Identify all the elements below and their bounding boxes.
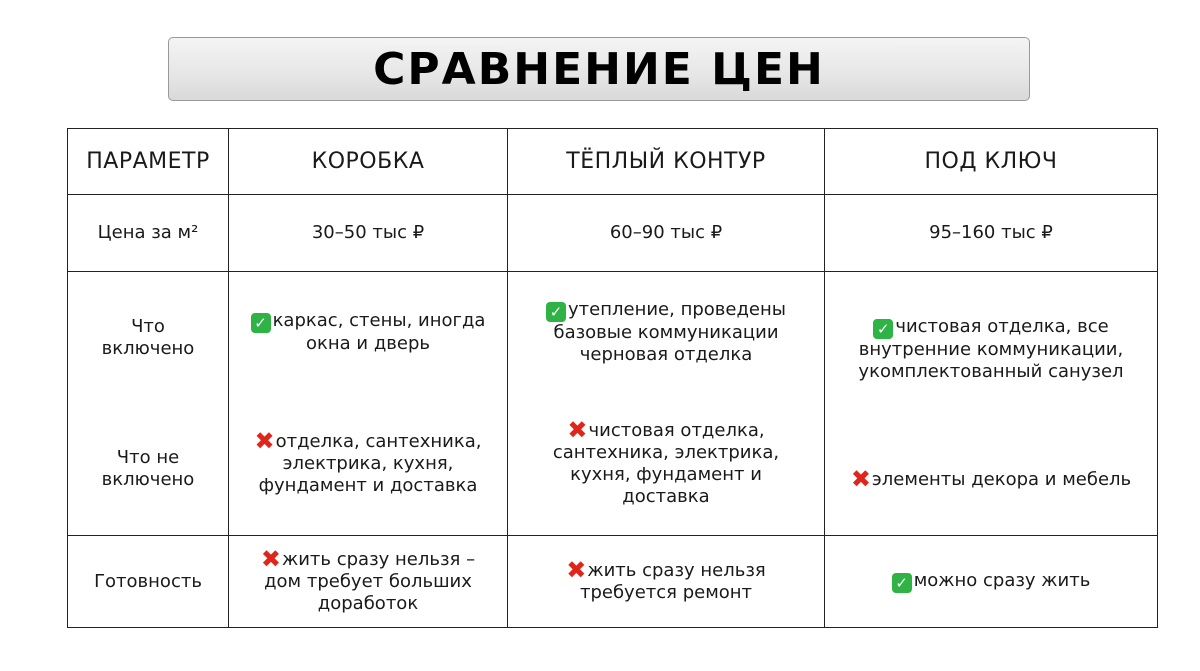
cross-mark-icon: ✖ [254, 426, 275, 455]
readiness-turnkey: ✓ можно сразу жить [825, 536, 1158, 628]
excluded-warm-contour: ✖чистовая отделка, сантехника, электрика, кухня, фундамент и доставка [552, 415, 780, 507]
included-excluded-row [68, 272, 1158, 536]
title-banner [168, 37, 1030, 101]
readiness-box: ✖жить сразу нельзя – дом требует больших доработок [229, 536, 508, 628]
included-turnkey: ✓ чистовая отделка, все внутренние коммуникации, укомплектованный санузел [858, 315, 1124, 382]
header-row [68, 129, 1158, 195]
row-labels-included-excluded [68, 272, 229, 536]
check-mark-icon: ✓ [251, 313, 271, 333]
excluded-turnkey: ✖элементы декора и мебель [850, 465, 1132, 494]
excluded-box: ✖отделка, сантехника, электрика, кухня, фундамент и доставка [254, 426, 482, 496]
box-included-excluded [229, 272, 508, 536]
row-label-price: Цена за м² [68, 195, 229, 272]
header-warm-contour: ТЁПЛЫЙ КОНТУР [508, 129, 825, 195]
turnkey-included-excluded [825, 272, 1158, 536]
included-warm-contour: ✓ утепление, проведены базовые коммуникации черновая отделка [508, 299, 824, 366]
cross-mark-icon: ✖ [566, 555, 587, 584]
header-box: КОРОБКА [229, 129, 508, 195]
readiness-warm-contour: ✖жить сразу нельзя требуется ремонт [508, 536, 825, 628]
row-label-readiness: Готовность [68, 536, 229, 628]
cross-mark-icon: ✖ [850, 465, 871, 494]
price-warm-contour: 60–90 тыс ₽ [508, 195, 825, 272]
cross-mark-icon: ✖ [567, 415, 588, 444]
included-box: ✓ каркас, стены, иногда окна и дверь [229, 310, 507, 355]
header-turnkey: ПОД КЛЮЧ [825, 129, 1158, 195]
row-label-excluded: Что не включено [101, 447, 195, 490]
row-label-included: Что включено [101, 316, 195, 359]
price-box: 30–50 тыс ₽ [229, 195, 508, 272]
check-mark-icon: ✓ [873, 319, 893, 339]
cross-mark-icon: ✖ [260, 544, 281, 573]
comparison-table [67, 128, 1158, 628]
header-parameter: ПАРАМЕТР [68, 129, 229, 195]
page-title: СРАВНЕНИЕ ЦЕН [373, 43, 825, 95]
price-row [68, 195, 1158, 272]
readiness-row [68, 536, 1158, 628]
check-mark-icon: ✓ [892, 573, 912, 593]
price-turnkey: 95–160 тыс ₽ [825, 195, 1158, 272]
warm-contour-included-excluded [508, 272, 825, 536]
check-mark-icon: ✓ [546, 302, 566, 322]
